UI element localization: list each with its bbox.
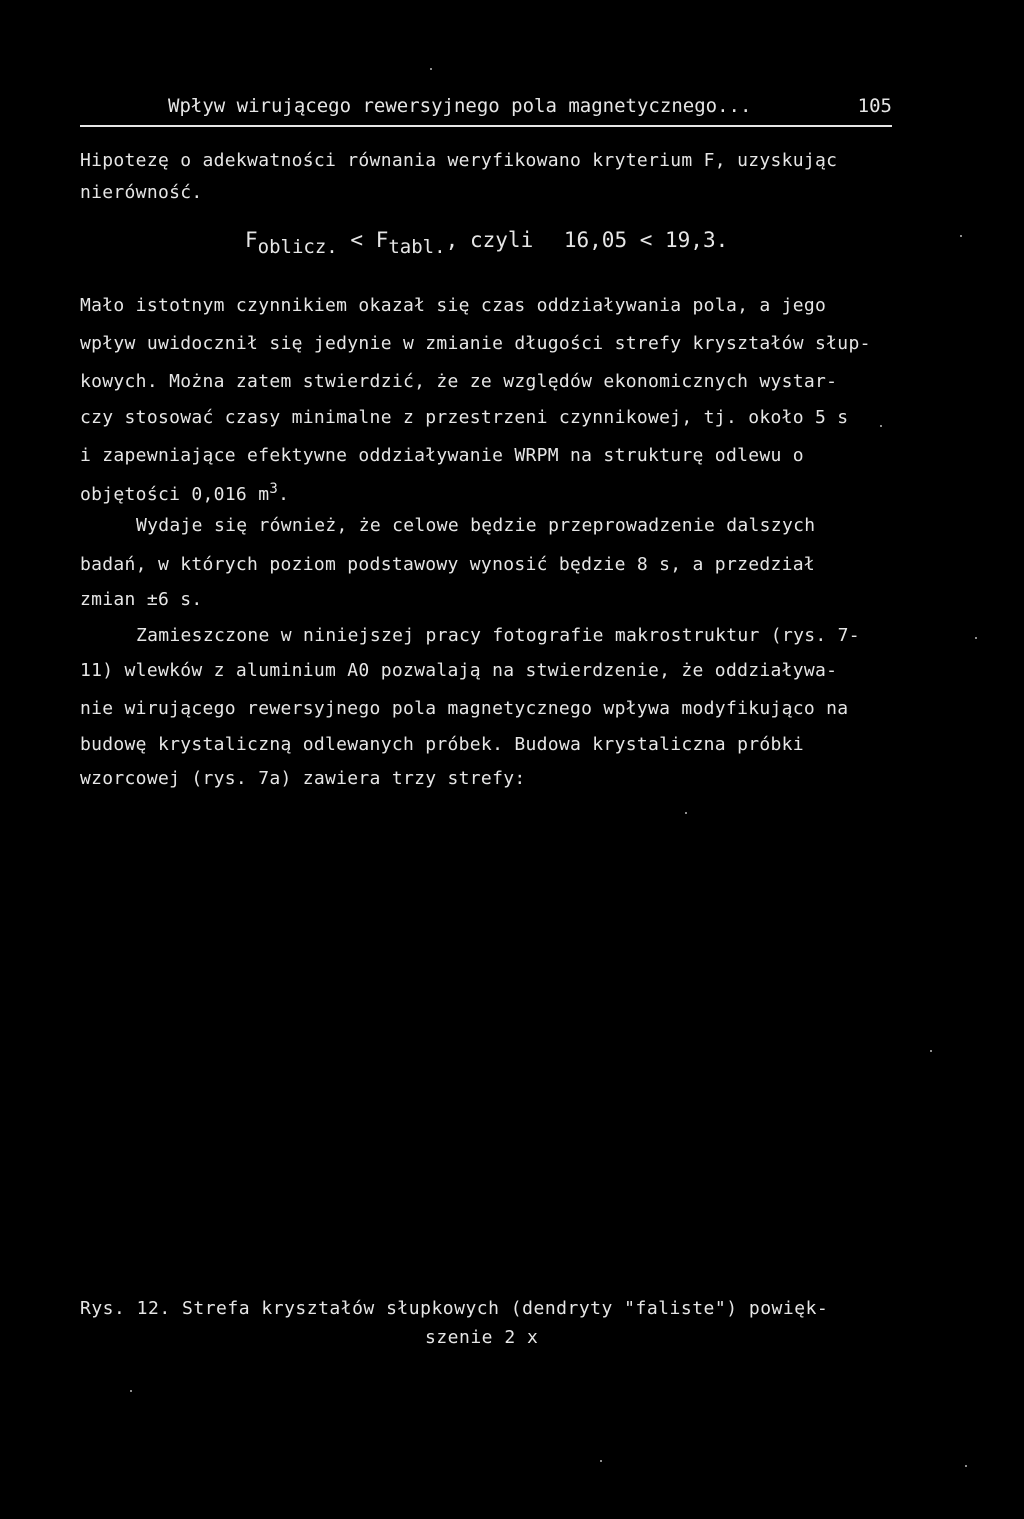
scan-speck	[430, 68, 432, 70]
inequality-formula	[245, 228, 458, 258]
text-fragment: objętości 0,016 m	[80, 484, 270, 505]
formula-text	[470, 228, 728, 252]
paragraph-line: i zapewniające efektywne oddziaływanie WRPM na strukturę odlewu o	[80, 445, 804, 466]
paragraph-line	[80, 481, 289, 505]
scan-speck	[880, 425, 882, 427]
formula-word: czyli	[470, 228, 534, 252]
paragraph-line: kowych. Można zatem stwierdzić, że ze względów ekonomicznych wystar-	[80, 371, 838, 392]
paragraph-line: Zamieszczone w niniejszej pracy fotografie makrostruktur (rys. 7-	[136, 625, 860, 646]
formula-symbol: F	[375, 228, 389, 252]
scan-speck	[960, 235, 962, 237]
paragraph-line: nierówność.	[80, 182, 203, 203]
formula-comma: ,	[445, 228, 459, 252]
paragraph-line	[80, 589, 203, 610]
paragraph-line: nie wirującego rewersyjnego pola magnetycznego wpływa modyfikująco na	[80, 698, 849, 719]
paragraph-line: budowę krystaliczną odlewanych próbek. Budowa krystaliczna próbki	[80, 734, 804, 755]
paragraph-line: wpływ uwidocznił się jedynie w zmianie długości strefy kryształów słup-	[80, 333, 871, 354]
figure-caption: szenie 2 x	[425, 1327, 539, 1348]
scan-speck	[685, 812, 687, 814]
paragraph-line: czy stosować czasy minimalne z przestrzeni czynnikowej, tj. około 5 s	[80, 407, 849, 428]
page-number: 105	[857, 95, 892, 117]
header-title: Wpływ wirującego rewersyjnego pola magnetycznego...	[168, 95, 752, 117]
paragraph-line: Mało istotnym czynnikiem okazał się czas oddziaływania pola, a jego	[80, 295, 827, 316]
scan-speck	[600, 1460, 602, 1462]
superscript: 3	[269, 481, 279, 497]
text-fragment: .	[278, 484, 290, 505]
scan-speck	[930, 1050, 932, 1052]
formula-subscript: oblicz.	[257, 236, 338, 258]
formula-expression: 16,05 < 19,3.	[563, 228, 729, 252]
paragraph-line: 11) wlewków z aluminium A0 pozwalają na stwierdzenie, że oddziaływa-	[80, 660, 838, 681]
paragraph-line: Hipotezę o adekwatności równania weryfikowano kryterium F, uzyskując	[80, 150, 838, 171]
paragraph-line: wzorcowej (rys. 7a) zawiera trzy strefy:	[80, 768, 526, 789]
paragraph-line: badań, w których poziom podstawowy wynosić będzie 8 s, a przedział	[80, 554, 816, 575]
paragraph-line: Wydaje się również, że celowe będzie przeprowadzenie dalszych	[136, 515, 816, 536]
formula-operator: <	[350, 228, 364, 252]
scan-speck	[965, 1465, 967, 1467]
plus-minus-sign: ±	[146, 589, 158, 610]
text-fragment: 6 s.	[157, 589, 203, 610]
scan-speck	[975, 637, 977, 639]
formula-symbol: F	[245, 228, 258, 252]
running-header	[80, 95, 892, 127]
figure-caption: Rys. 12. Strefa kryształów słupkowych (dendryty "faliste") powięk-	[80, 1298, 829, 1319]
formula-subscript: tabl.	[388, 236, 446, 258]
text-fragment: zmian	[80, 589, 147, 610]
scan-speck	[130, 1390, 132, 1392]
